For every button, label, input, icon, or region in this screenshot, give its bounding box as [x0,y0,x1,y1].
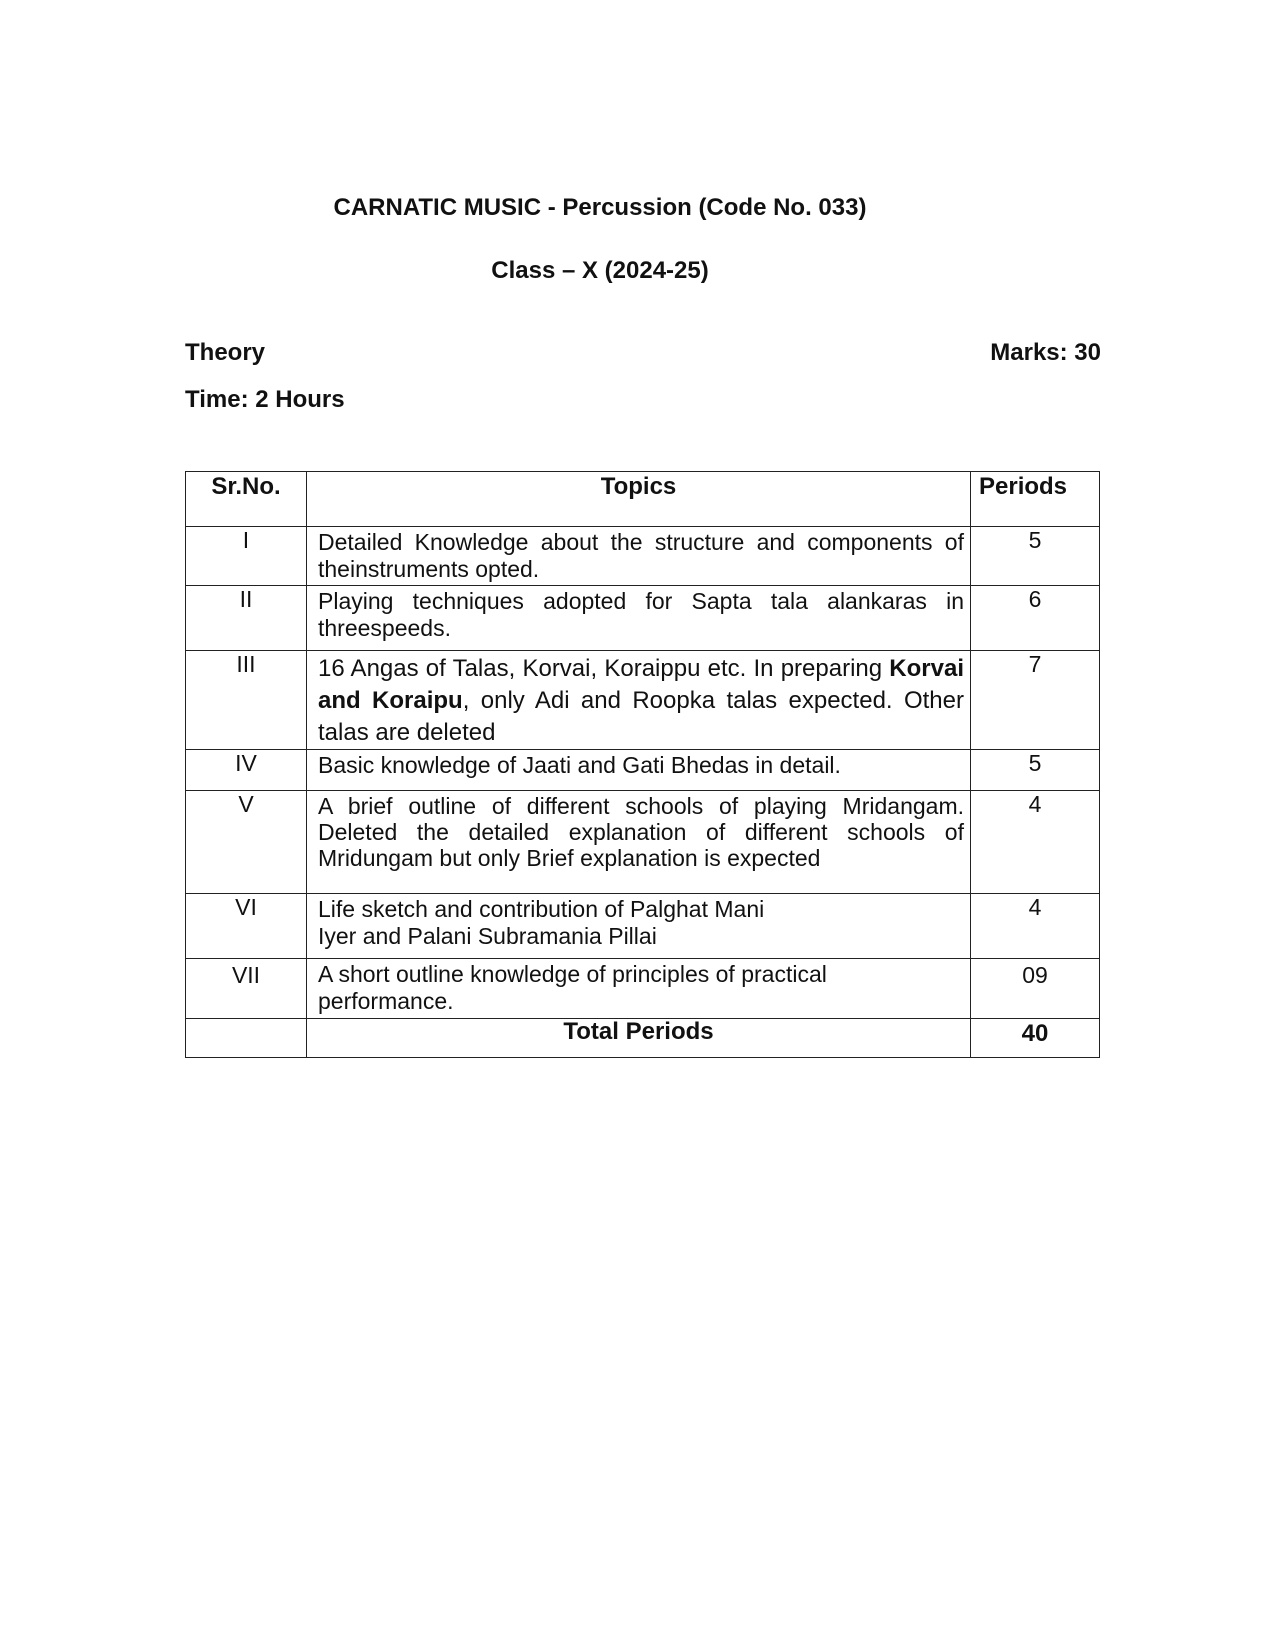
row-sr-no: II [186,586,307,651]
syllabus-table [185,471,1100,1058]
time-label: Time: 2 Hours [185,386,345,413]
row-topic: A brief outline of different schools of playing Mridangam. Deleted the detailed explanation of different schools of Mridungam but only Brief explanation is expected [307,791,971,894]
row-sr-no: VI [186,894,307,959]
row-periods: 09 [971,959,1100,1019]
topic-text-start: 16 Angas of Talas, Korvai, Koraippu etc. In preparing [318,655,883,682]
total-row [186,1019,1100,1058]
total-periods-value: 40 [971,1019,1100,1058]
row-periods: 4 [971,791,1100,894]
row-periods: 5 [971,750,1100,791]
row-sr-no: III [186,651,307,750]
row-periods: 6 [971,586,1100,651]
row-sr-no: I [186,527,307,586]
header-topics: Topics [307,472,971,527]
row-topic: A short outline knowledge of principles of practical performance. [307,959,971,1019]
row-topic: Detailed Knowledge about the structure and components of theinstruments opted. [307,527,971,586]
topic-line-2: Iyer and Palani Subramania Pillai [318,923,657,949]
topic-text-bold: Korvai and Koraipu [318,655,964,714]
row-topic: Basic knowledge of Jaati and Gati Bhedas in detail. [307,750,971,791]
table-row [186,651,1100,750]
header-periods: Periods [971,472,1100,527]
table-row [186,586,1100,651]
row-sr-no: V [186,791,307,894]
table-row [186,791,1100,894]
total-empty-cell [186,1019,307,1058]
header-sr-no: Sr.No. [186,472,307,527]
marks-label: Marks: 30 [990,339,1101,366]
table-row [186,959,1100,1019]
document-title: CARNATIC MUSIC - Percussion (Code No. 033) [333,194,867,221]
row-periods: 4 [971,894,1100,959]
topic-text-end: , only Adi and Roopka talas expected. Other talas are deleted [318,687,964,746]
table-row [186,894,1100,959]
class-heading: Class – X (2024-25) [491,257,709,284]
row-topic: Playing techniques adopted for Sapta tala alankaras in threespeeds. [307,586,971,651]
row-periods: 5 [971,527,1100,586]
row-topic [307,894,971,959]
row-topic [307,651,971,750]
table-row [186,527,1100,586]
row-sr-no: VII [186,959,307,1019]
topic-line-1: Life sketch and contribution of Palghat Mani [318,896,765,922]
total-periods-label: Total Periods [307,1019,971,1058]
table-row [186,750,1100,791]
row-periods: 7 [971,651,1100,750]
theory-label: Theory [185,339,266,366]
table-header-row [186,472,1100,527]
row-sr-no: IV [186,750,307,791]
